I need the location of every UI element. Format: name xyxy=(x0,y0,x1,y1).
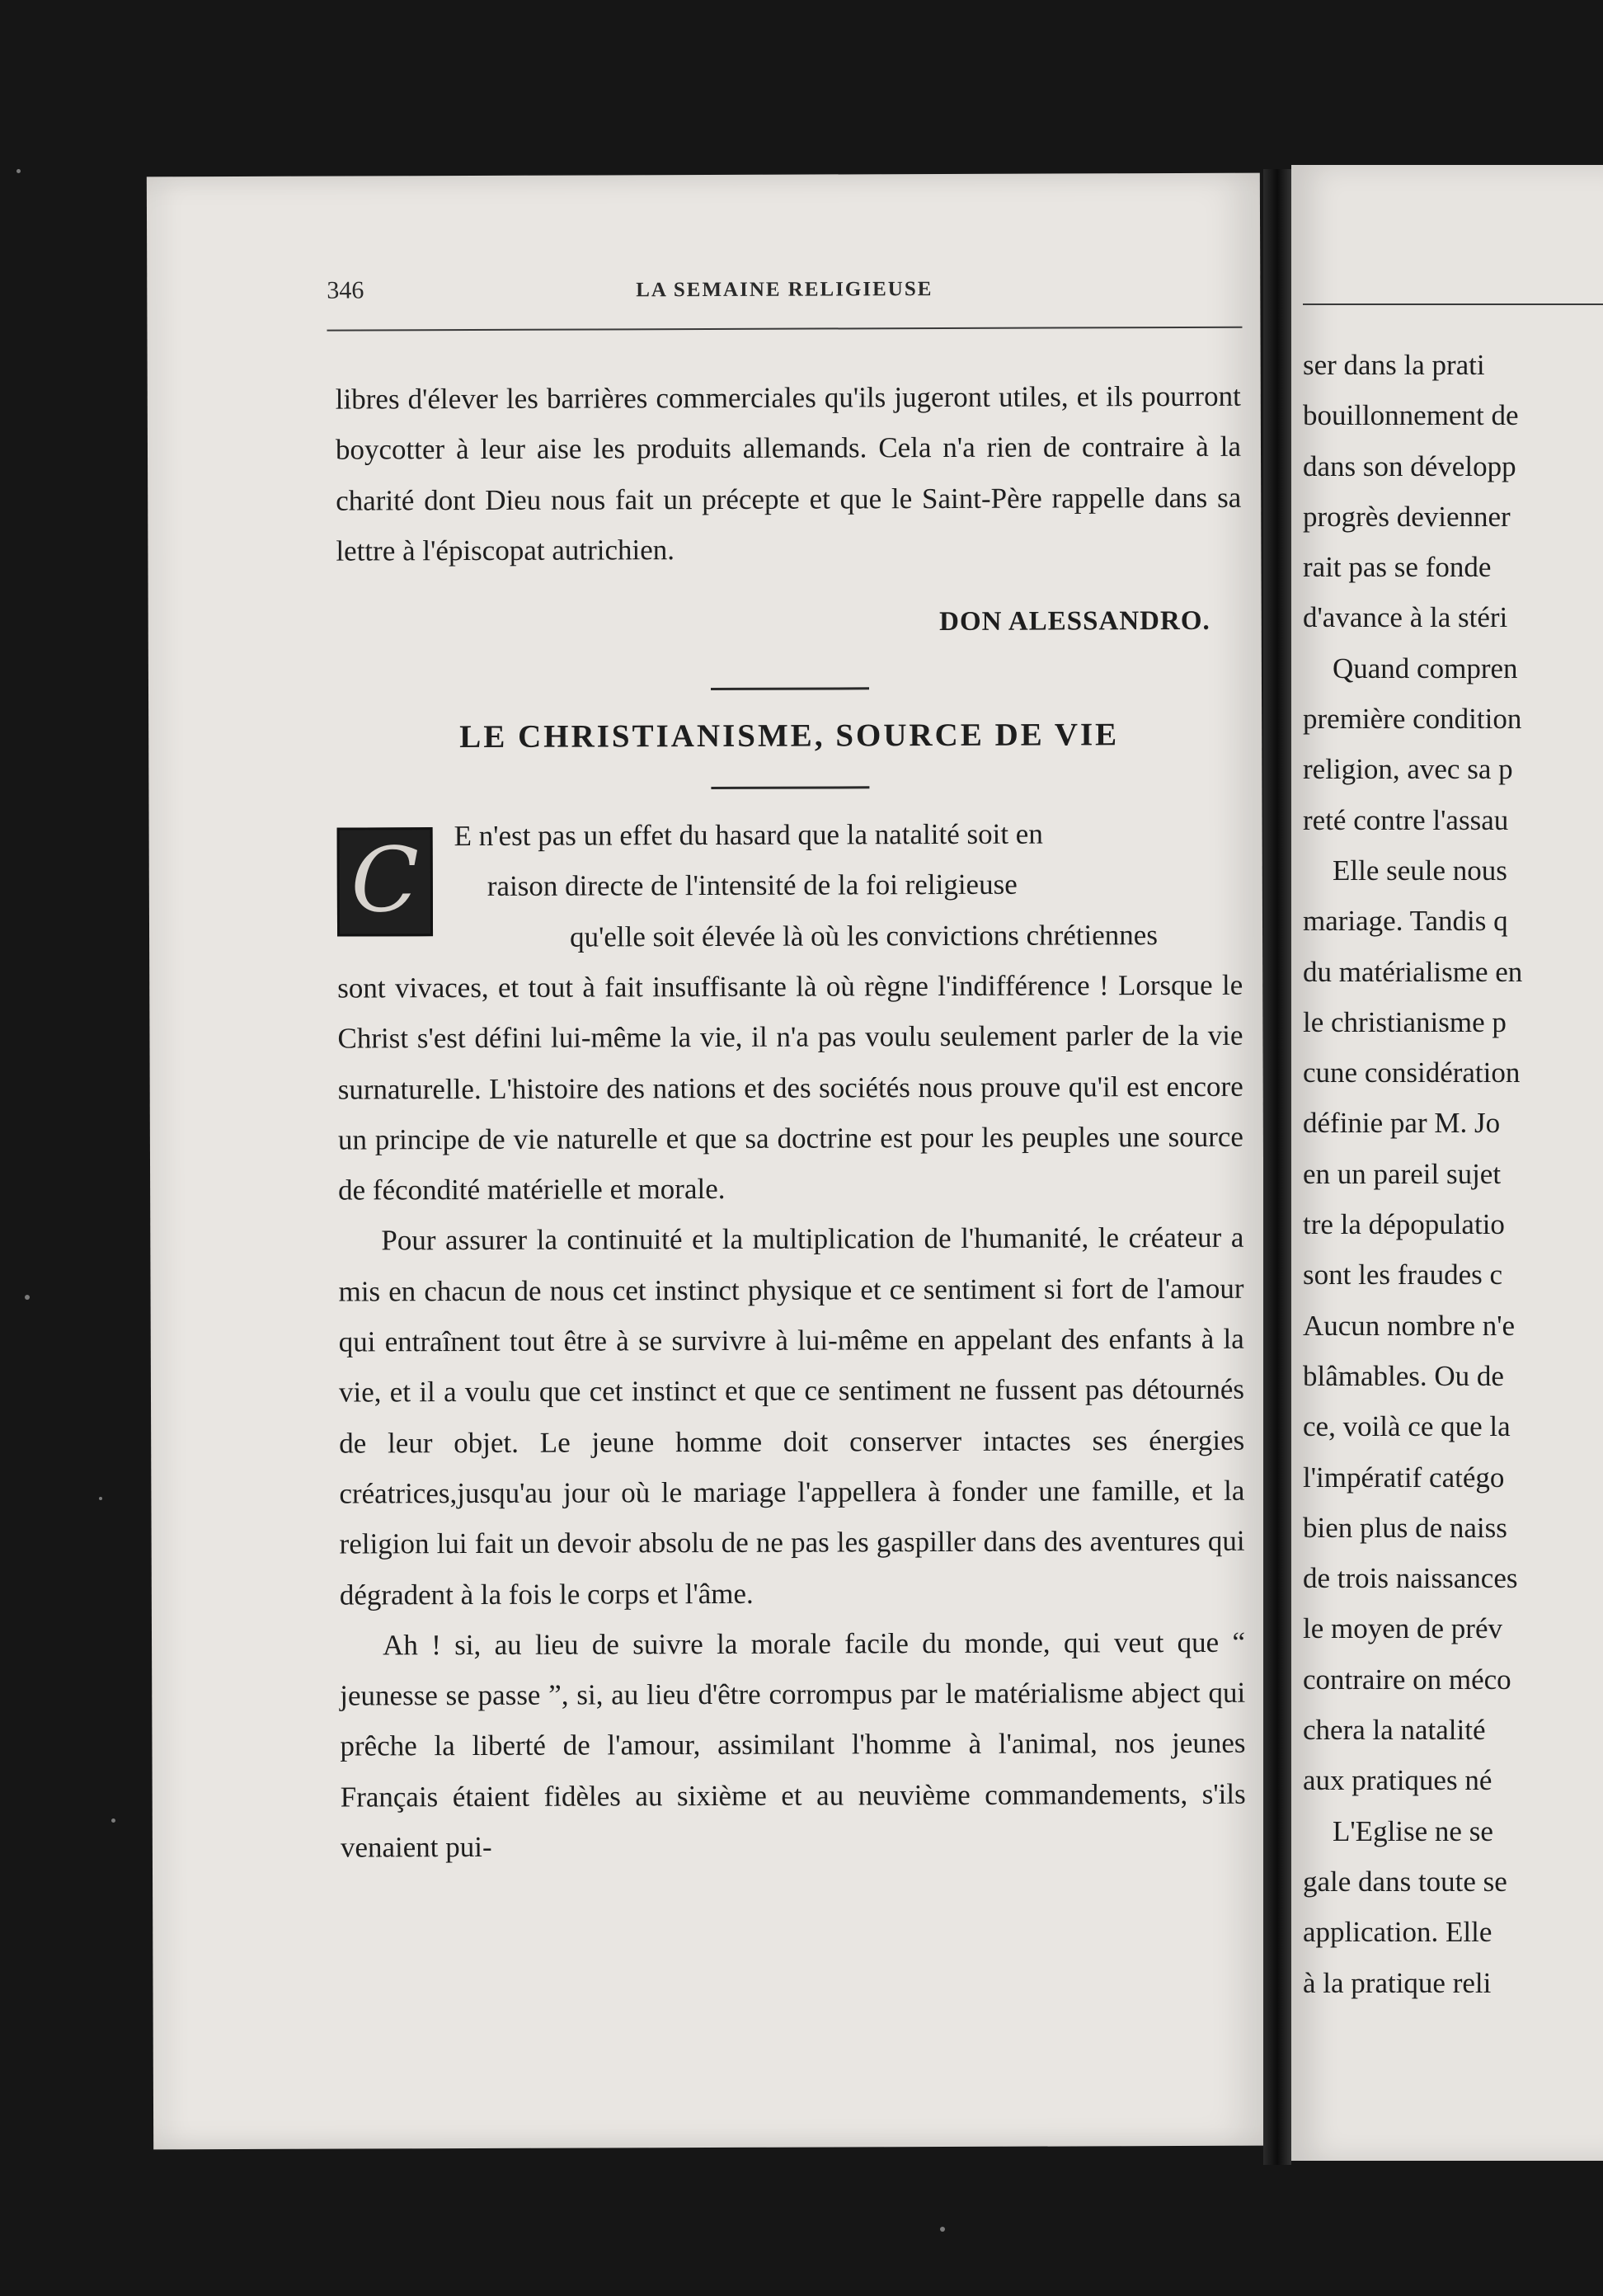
right-page-text xyxy=(1303,340,1603,2008)
text-line: rait pas se fonde xyxy=(1303,551,1492,584)
text-line: mariage. Tandis q xyxy=(1303,905,1508,938)
text-line: du matérialisme en xyxy=(1303,955,1523,988)
left-page xyxy=(147,173,1267,2150)
text-line: le moyen de prév xyxy=(1303,1612,1502,1645)
continuation-paragraph: libres d'élever les barrières commerciales qu'ils jugeront utiles, et ils pourront boycotter à leur aise les produits allemands. Cela n'a rien de contraire à la charité dont Dieu nous fait un précepte et que le Saint-Père rappelle dans sa lettre à l'épiscopat autrichien. xyxy=(335,379,1242,567)
title-underline-rule xyxy=(711,786,869,789)
text-line: Quand compren xyxy=(1333,652,1518,685)
article-body xyxy=(337,960,1246,1873)
text-line: gale dans toute se xyxy=(1303,1865,1507,1898)
text-line: le christianisme p xyxy=(1303,1005,1507,1038)
text-line: Elle seule nous xyxy=(1333,854,1507,887)
header-rule xyxy=(1303,303,1603,305)
text-line: à la pratique reli xyxy=(1303,1966,1492,1999)
text-line: Aucun nombre n'e xyxy=(1303,1309,1516,1342)
separator-rule xyxy=(711,687,869,690)
text-line: application. Elle xyxy=(1303,1916,1493,1949)
book-gutter xyxy=(1263,169,1291,2165)
running-head xyxy=(327,274,1242,310)
text-line: progrès devienner xyxy=(1303,500,1511,533)
text-line: L'Eglise ne se xyxy=(1333,1814,1493,1847)
text-line: d'avance à la stéri xyxy=(1303,601,1508,634)
text-line: cune considération xyxy=(1303,1056,1521,1089)
text-line: l'impératif catégo xyxy=(1303,1461,1505,1494)
text-line: sont les fraudes c xyxy=(1303,1259,1503,1292)
text-line: de trois naissances xyxy=(1303,1562,1518,1595)
third-paragraph: Ah ! si, au lieu de suivre la morale facile du monde, qui veut que “ jeunesse se passe ”, si, au lieu d'être corrompus par le matérialisme abject qui prêche la liberté de l'amour, assimilant l'homme à l'animal, nos jeunes Français étaient fidèles au sixième et au neuvième commandements, s'ils venaient pui- xyxy=(340,1626,1246,1864)
text-line: E n'est pas un effet du hasard que la natalité soit en xyxy=(454,817,1043,853)
text-line: tre la dépopulatio xyxy=(1303,1208,1505,1241)
text-line: ser dans la prati xyxy=(1303,349,1485,381)
ornamental-dropcap xyxy=(337,827,433,936)
text-line: ce, voilà ce que la xyxy=(1303,1410,1511,1443)
text-line: qu'elle soit élevée là où les convictions chrétiennes xyxy=(569,918,1158,953)
page-number: 346 xyxy=(327,276,364,304)
signature: DON ALESSANDRO. xyxy=(939,605,1210,638)
text-line: première condition xyxy=(1303,703,1522,736)
first-paragraph-opening xyxy=(454,808,1243,962)
continuation-text xyxy=(336,371,1242,576)
text-line: raison directe de l'intensité de la foi religieuse xyxy=(487,868,1018,903)
film-speck xyxy=(940,2227,945,2232)
film-speck xyxy=(99,1497,102,1500)
film-speck xyxy=(25,1295,30,1300)
text-line: contraire on méco xyxy=(1303,1663,1511,1696)
text-line: chera la natalité xyxy=(1303,1714,1486,1747)
text-line: définie par M. Jo xyxy=(1303,1107,1501,1140)
article-title: LE CHRISTIANISME, SOURCE DE VIE xyxy=(459,717,1120,755)
text-line: aux pratiques né xyxy=(1303,1764,1493,1797)
right-page xyxy=(1291,165,1603,2161)
first-paragraph-rest: sont vivaces, et tout à fait insuffisante là où règne l'indifférence ! Lorsque le Christ s'est défini lui-même la vie, il n'a pas voulu seulement parler de la vie surnaturelle. L'histoire des nations et des sociétés nous prouve qu'il est encore un principe de vie naturelle et que sa doctrine est pour les peuples une source de fécondité matérielle et morale. xyxy=(337,968,1243,1207)
text-line: religion, avec sa p xyxy=(1303,753,1513,786)
text-line: reté contre l'assau xyxy=(1303,803,1509,836)
header-rule xyxy=(327,327,1242,332)
film-speck xyxy=(111,1818,115,1823)
text-line: bien plus de naiss xyxy=(1303,1511,1507,1544)
text-line: bouillonnement de xyxy=(1303,399,1519,432)
film-speck xyxy=(16,169,21,173)
second-paragraph: Pour assurer la continuité et la multiplication de l'humanité, le créateur a mis en chacun de nous cet instinct physique et ce sentiment si fort de l'amour qui entraînent tout être à se survivre à lui-même en appelant des enfants à la vie, et il a voulu que cet instinct et que ce sentiment ne fussent pas détournés de leur objet. Le jeune homme doit conserver intactes ses énergies créatrices,jusqu'au jour où le mariage l'appellera à fonder une famille, et la religion lui fait un devoir absolu de ne pas les gaspiller dans des aventures qui dégradent à la fois le corps et l'âme. xyxy=(338,1221,1245,1611)
text-line: blâmables. Ou de xyxy=(1303,1359,1504,1392)
dropcap-letter: C xyxy=(350,829,420,933)
text-line: en un pareil sujet xyxy=(1303,1157,1502,1190)
journal-title: LA SEMAINE RELIGIEUSE xyxy=(636,278,933,302)
text-line: dans son développ xyxy=(1303,449,1516,482)
